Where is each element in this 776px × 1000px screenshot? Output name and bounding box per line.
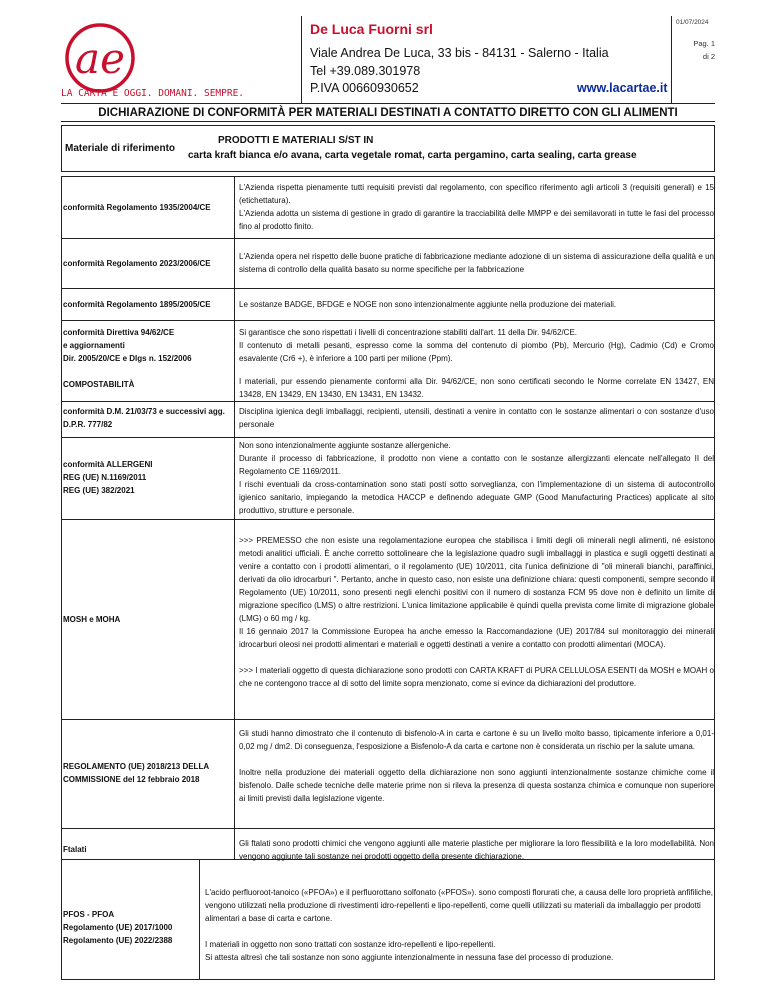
- logo-slogan: LA CARTA È OGGI. DOMANI. SEMPRE.: [61, 88, 245, 99]
- row-text-ftalati: Gli ftalati sono prodotti chimici che vengono aggiunti alle materie plastiche per migliorare la loro flessibilità e la loro modellabilità. Non vengono aggiunte tali sostanze nei prodotti oggetto della presente dichiarazione.: [239, 839, 714, 861]
- row-text-1935: L'Azienda rispetta pienamente tutti requisiti previsti dal regolamento, con specifico riferimento agli articoli 3 (requisiti generali) e 15 (etichettatura). L'Azienda adotta un sistema di gestione in grado di garantire la tracciabilità delle MMPP e dei semilavorati in tutte le fasi del processo fino al prodotto finito.: [239, 183, 714, 231]
- logo-mark-icon: [60, 16, 298, 102]
- document-date: 01/07/2024: [676, 19, 709, 26]
- row-label-9462: conformità Direttiva 94/62/CE e aggiornamenti Dir. 2005/20/CE e Dlgs n. 152/2006: [63, 328, 192, 363]
- row-text-bisfenolo: Gli studi hanno dimostrato che il contenuto di bisfenolo-A in carta e cartone è su un livello molto basso, tipicamente inferiore a 0,01-0,02 mg / dm2. Di conseguenza, l'esposizione a Bisfenolo-A da carta e cartone non è considerata un rischio per la salute umana. Inoltre nella produzione dei materiali oggetto della dichiarazione non sono aggiunti intenzionalmente sostanze chimiche come il bisfenolo. Dalle schede tecniche delle materie prime non si rileva la presenza di questa sostanza chimica e comunque non superiore ai limiti previsti dalla legislazione vigente.: [239, 729, 714, 803]
- row-text-2023: L'Azienda opera nel rispetto delle buone pratiche di fabbricazione mediante adozione di un sistema di assicurazione della qualità e un sistema di controllo della qualità basato su norme specifiche per la fabbricazione: [239, 252, 714, 274]
- company-logo: [60, 16, 298, 102]
- row-label-ftalati: Ftalati: [63, 845, 87, 854]
- company-phone: Tel +39.089.301978: [310, 64, 421, 78]
- logo-letters: ae: [75, 34, 125, 83]
- material-label: Materiale di riferimento: [65, 143, 176, 154]
- row-label-1935: conformità Regolamento 1935/2004/CE: [63, 203, 211, 212]
- row-text-1895: Le sostanze BADGE, BFDGE e NOGE non sono intenzionalmente aggiunte nella produzione dei materiali.: [239, 300, 617, 309]
- row-label-1895: conformità Regolamento 1895/2005/CE: [63, 300, 211, 309]
- page-total: di 2: [702, 52, 715, 61]
- company-address: Viale Andrea De Luca, 33 bis - 84131 - Salerno - Italia: [310, 46, 609, 60]
- page-number: Pag. 1: [693, 39, 715, 48]
- company-vat: P.IVA 00660930652: [310, 81, 419, 95]
- row-label-2023: conformità Regolamento 2023/2006/CE: [63, 259, 211, 268]
- row-text-mosh: >>> PREMESSO che non esiste una regolamentazione europea che stabilisca i limiti degli oli minerali negli alimenti, né esistono metodi analitici ufficiali. È anche corretto sottolineare che la legislazione quadro sugli imballaggi in plastica e sugli oggetti destinati a venire a contatto con i prodotti alimentari, o il regolamento (UE) 10/2011, cita l'unica definizione di "oli minerali bianchi, paraffinici, derivati da olio idrocarburi ". Pertanto, anche in questo caso, non esiste una definizione chiara: questi componenti, sempre secondo il Regolamento (UE) 10/2011, sono presenti negli elenchi positivi con il numero di sostanza FCM 95 dove non è definito un limite di migrazione specifico (LMS) o altre restrizioni. L'unica limitazione applicabile è quindi quella prevista come limite di migrazione globale (LMG) o 60 mg / kg. Il 16 gennaio 2017 la Commissione Europea ha anche emesso la Raccomandazione (UE) 2017/84 sul monitoraggio dei minerali idrocarburi oleosi nei prodotti alimentari e materiali e oggetti destinati a venire a contatto con prodotti alimentari (MOCA). >>> I materiali oggetto di questa dichiarazione sono prodotti con CARTA KRAFT di PURA CELLULOSA ESENTI da MOSH e MOAH o che ne contengono tracce al di sotto del limite sopra menzionato, come si evince da dichiarazioni del produttore.: [239, 536, 714, 688]
- document-title: DICHIARAZIONE DI CONFORMITÀ PER MATERIALI DESTINATI A CONTATTO DIRETTO CON GLI ALIMENTI: [98, 107, 678, 119]
- company-name: De Luca Fuorni srl: [310, 21, 433, 37]
- row-label-compostabilita: COMPOSTABILITÀ: [63, 380, 135, 389]
- row-label-mosh: MOSH e MOHA: [63, 615, 121, 624]
- row-text-dm: Disciplina igienica degli imballaggi, recipienti, utensili, destinati a venire in contatto con le sostanze alimentari o con sostanze d'uso personale: [239, 407, 714, 429]
- row-text-9462: Si garantisce che sono rispettati i livelli di concentrazione stabiliti dall'art. 11 della Dir. 94/62/CE. Il contenuto di metalli pesanti, espresso come la somma del contenuto di piombo (Pb), Mercurio (Hg), Cadmio (Cd) e Cromo esavalente (Cr6 +), è inferiore a 100 parti per milione (Ppm).: [239, 328, 714, 363]
- row-label-dm: conformità D.M. 21/03/73 e successivi agg. D.P.R. 777/82: [63, 407, 225, 429]
- material-heading: PRODOTTI E MATERIALI S/ST IN: [218, 135, 374, 146]
- row-label-allergeni: conformità ALLERGENI REG (UE) N.1169/2011 REG (UE) 382/2021: [63, 460, 153, 495]
- row-text-allergeni: Non sono intenzionalmente aggiunte sostanze allergeniche. Durante il processo di fabbricazione, il prodotto non viene a contatto con le sostanze allergizzanti elencate nell'allegato II del Regolamento CE 1169/2011. I rischi eventuali da cross-contamination sono stati posti sotto sorveglianza, con l'implementazione di un sistema di autocontrollo igienico sanitario, impiegando la metodica HACCP e definendo adeguate GMP (Good Manufacturing Practices) applicate al sito produttivo, strutture e personale.: [239, 441, 714, 515]
- company-website-link[interactable]: www.lacartae.it: [577, 81, 668, 95]
- row-label-pfos: PFOS - PFOA Regolamento (UE) 2017/1000 Regolamento (UE) 2022/2388: [63, 910, 173, 945]
- row-label-bisfenolo: REGOLAMENTO (UE) 2018/213 DELLA COMMISSIONE del 12 febbraio 2018: [63, 762, 210, 784]
- row-text-compostabilita: I materiali, pur essendo pienamente conformi alla Dir. 94/62/CE, non sono certificati secondo le Norme correlate EN 13427, EN 13428, EN 13429, EN 13430, EN 13431, EN 13432.: [239, 377, 714, 399]
- material-list: carta kraft bianca e/o avana, carta vegetale romat, carta pergamino, carta sealing, carta grease: [188, 150, 637, 161]
- row-text-pfos: L'acido perfluoroot-tanoico («PFOA») e il perfluorottano solfonato («PFOS»). sono composti florurati che, a causa delle loro proprietà anfifiliche, vengono utilizzati nella produzione di rivestimenti idro-repellenti e lipo-repellenti, come quelli utilizzati su materiali da imballaggio per prodotti alimentari a base di carta e cartone. I materiali in oggetto non sono trattati con sostanze idro-repellenti e lipo-repellenti. Si attesta altresì che tali sostanze non sono aggiunte intenzionalmente in nessuna fase del processo di produzione.: [205, 888, 714, 962]
